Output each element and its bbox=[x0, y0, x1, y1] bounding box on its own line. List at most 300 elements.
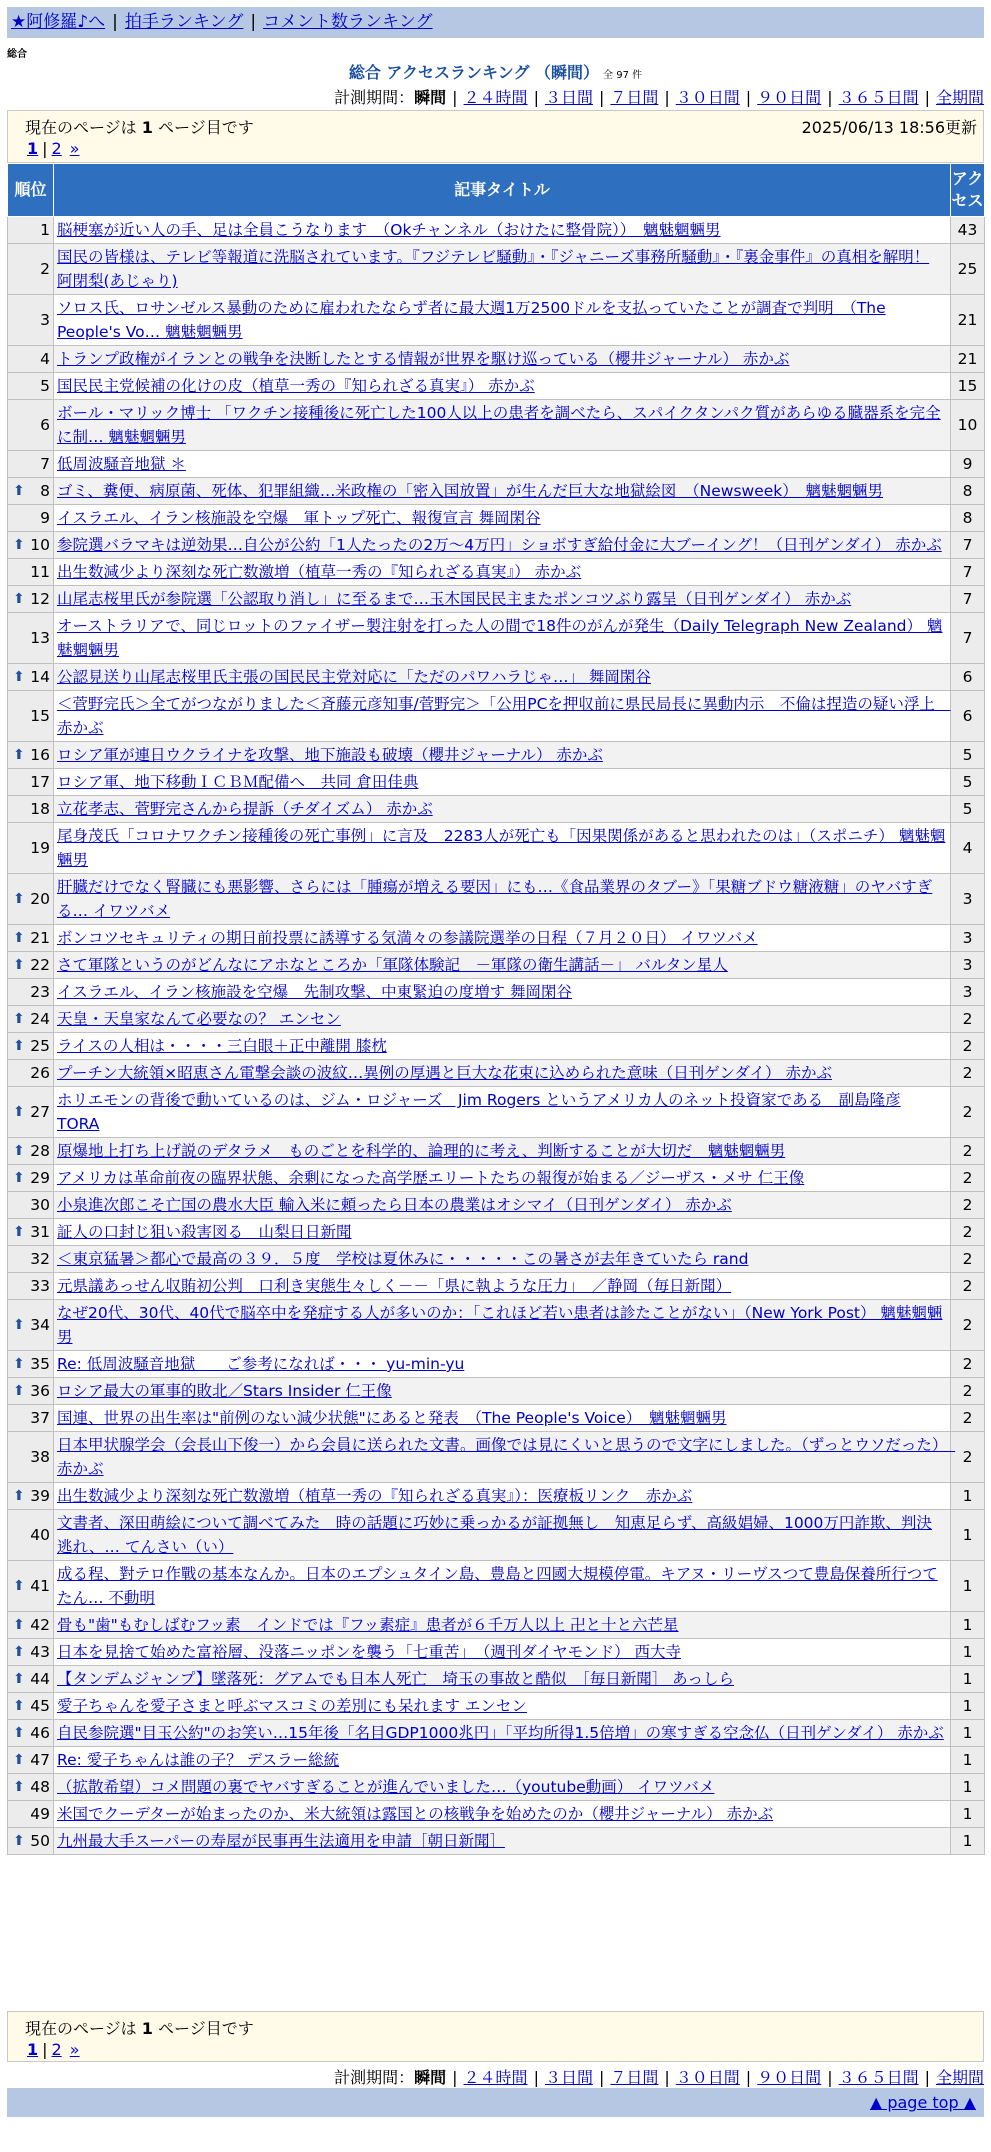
rank-number: 6 bbox=[40, 416, 50, 434]
rank-number: 5 bbox=[40, 377, 50, 395]
rank-number: 29 bbox=[30, 1169, 50, 1187]
table-row bbox=[8, 979, 985, 1006]
table-row bbox=[8, 1006, 985, 1033]
rank-number: 3 bbox=[40, 311, 50, 329]
page-link-current-bottom[interactable]: 1 bbox=[27, 2040, 39, 2059]
rank-up-arrow-icon: ⬆ bbox=[13, 1224, 25, 1240]
rank-cell bbox=[8, 505, 54, 532]
access-count: 2 bbox=[951, 1405, 985, 1432]
rank-number: 4 bbox=[40, 350, 50, 368]
table-row bbox=[8, 613, 985, 664]
rank-number: 41 bbox=[30, 1577, 50, 1595]
title-cell bbox=[54, 295, 951, 346]
table-row bbox=[8, 1639, 985, 1666]
access-count: 2 bbox=[951, 1060, 985, 1087]
article-title-link[interactable]: 国連、世界の出生率は"前例のない減少状態"にあると発表 （The People's Voice） 魑魅魍魎男 bbox=[57, 1409, 727, 1427]
table-row bbox=[8, 505, 985, 532]
title-cell bbox=[54, 400, 951, 451]
period-365d-link[interactable]: ３６５日間 bbox=[838, 88, 919, 107]
rank-number: 20 bbox=[30, 890, 50, 908]
title-cell bbox=[54, 823, 951, 874]
table-row bbox=[8, 217, 985, 244]
rank-number: 40 bbox=[30, 1526, 50, 1544]
rank-up-arrow-icon: ⬆ bbox=[13, 1170, 25, 1186]
access-count: 1 bbox=[951, 1483, 985, 1510]
table-row bbox=[8, 295, 985, 346]
article-title-link[interactable]: トランプ政権がイランとの戦争を決断したとする情報が世界を駆け巡っている（櫻井ジャーナル） 赤かぶ bbox=[57, 350, 790, 368]
rank-number: 39 bbox=[30, 1487, 50, 1505]
title-cell bbox=[54, 1720, 951, 1747]
article-title-link[interactable]: 文書者、深田萌絵について調べてみた 時の話題に巧妙に乗っかるが証拠無し 知恵足らず、高級娼婦、1000万円詐欺、判決逃れ、… てんさい（い） bbox=[57, 1514, 932, 1556]
access-count: 3 bbox=[951, 979, 985, 1006]
rank-cell bbox=[8, 1378, 54, 1405]
pager-status: 現在のページは 1 ページ目です bbox=[25, 118, 254, 137]
access-count: 43 bbox=[951, 217, 985, 244]
header-access: アクセス bbox=[951, 164, 985, 217]
rank-cell bbox=[8, 796, 54, 823]
access-count: 7 bbox=[951, 586, 985, 613]
article-title-link[interactable]: 元県議あっせん収賄初公判 口利き実態生々しく－－「県に執ような圧力」 ／静岡（毎日新聞） bbox=[57, 1277, 732, 1295]
period-all-link[interactable]: 全期間 bbox=[935, 88, 984, 107]
rank-cell bbox=[8, 400, 54, 451]
article-title-link[interactable]: 小泉進次郎こそ亡国の農水大臣 輸入米に頼ったら日本の農業はオシマイ（日刊ゲンダイ） 赤かぶ bbox=[57, 1196, 732, 1214]
rank-cell bbox=[8, 952, 54, 979]
rank-cell bbox=[8, 1219, 54, 1246]
access-count: 1 bbox=[951, 1510, 985, 1561]
article-title-link[interactable]: 天皇・天皇家なんて必要なの？ エンセン bbox=[57, 1010, 341, 1028]
rank-number: 49 bbox=[30, 1805, 50, 1823]
table-row bbox=[8, 796, 985, 823]
article-title-link[interactable]: ＜東京猛暑＞都心で最高の３９．５度 学校は夏休みに・・・・・この暑さが去年きていたら rand bbox=[57, 1250, 749, 1268]
rank-up-arrow-icon: ⬆ bbox=[13, 747, 25, 763]
rank-number: 47 bbox=[30, 1751, 50, 1769]
access-count: 8 bbox=[951, 505, 985, 532]
rank-number: 15 bbox=[30, 707, 50, 725]
rank-number: 1 bbox=[40, 221, 50, 239]
rank-cell bbox=[8, 295, 54, 346]
article-title-link[interactable]: 低周波騒音地獄 ＊ bbox=[57, 455, 186, 473]
rank-cell bbox=[8, 1300, 54, 1351]
table-row bbox=[8, 451, 985, 478]
period-30d-link-bottom[interactable]: ３０日間 bbox=[675, 2068, 740, 2087]
rank-up-arrow-icon: ⬆ bbox=[13, 1779, 25, 1795]
period-nav-top: 計測期間：瞬間 | ２４時間 | ３日間 | ７日間 | ３０日間 | ９０日間 | ３６５日間 | 全期間 bbox=[334, 88, 984, 107]
rank-number: 45 bbox=[30, 1697, 50, 1715]
access-count: 2 bbox=[951, 1246, 985, 1273]
article-title-link[interactable]: 米国でクーデターが始まったのか、米大統領は露国との核戦争を始めたのか（櫻井ジャーナル） 赤かぶ bbox=[57, 1805, 774, 1823]
access-count: 2 bbox=[951, 1006, 985, 1033]
next-page-link-bottom[interactable]: » bbox=[69, 2040, 80, 2059]
table-row bbox=[8, 1720, 985, 1747]
rank-up-arrow-icon: ⬆ bbox=[13, 1578, 25, 1594]
clap-ranking-link[interactable]: 拍手ランキング bbox=[124, 12, 244, 32]
rank-number: 24 bbox=[30, 1010, 50, 1028]
access-count: 6 bbox=[951, 691, 985, 742]
table-row bbox=[8, 1747, 985, 1774]
article-title-link[interactable]: ホリエモンの背後で動いているのは、ジム・ロジャーズ Jim Rogers というアメリカ人のネット投資家である 副島隆彦 TORA bbox=[57, 1091, 901, 1133]
access-count: 2 bbox=[951, 1165, 985, 1192]
title-cell bbox=[54, 1087, 951, 1138]
title-cell bbox=[54, 796, 951, 823]
table-row bbox=[8, 1165, 985, 1192]
rank-cell bbox=[8, 532, 54, 559]
rank-cell bbox=[8, 451, 54, 478]
title-cell bbox=[54, 1273, 951, 1300]
rank-cell bbox=[8, 1138, 54, 1165]
table-row bbox=[8, 373, 985, 400]
table-row bbox=[8, 559, 985, 586]
rank-number: 34 bbox=[30, 1316, 50, 1334]
access-count: 3 bbox=[951, 952, 985, 979]
rank-up-arrow-icon: ⬆ bbox=[13, 669, 25, 685]
article-title-link[interactable]: なぜ20代、30代、40代で脳卒中を発症する人が多いのか：「これほど若い患者は診たことがない」（New York Post） 魑魅魍魎男 bbox=[57, 1304, 943, 1346]
table-row bbox=[8, 400, 985, 451]
rank-number: 22 bbox=[30, 956, 50, 974]
article-title-link[interactable]: ソロス氏、ロサンゼルス暴動のために雇われたならず者に最大週1万2500ドルを支払っていたことが調査で判明 （The People's Vo… 魑魅魍魎男 bbox=[57, 299, 886, 341]
period-label: 計測期間： bbox=[334, 88, 415, 107]
access-count: 2 bbox=[951, 1033, 985, 1060]
access-count: 21 bbox=[951, 346, 985, 373]
pager-status-bottom: 現在のページは 1 ページ目です bbox=[25, 2019, 254, 2038]
period-24h-link[interactable]: ２４時間 bbox=[463, 88, 528, 107]
period-30d-link[interactable]: ３０日間 bbox=[675, 88, 740, 107]
article-title-link[interactable]: 肝臓だけでなく腎臓にも悪影響、さらには「腫瘍が増える要因」にも…《食品業界のタブー》「果糖ブドウ糖液糖」のヤバすぎる… イワツバメ bbox=[57, 878, 933, 920]
title-cell bbox=[54, 691, 951, 742]
table-row bbox=[8, 1033, 985, 1060]
access-count: 2 bbox=[951, 1378, 985, 1405]
article-title-link[interactable]: ロシア軍、地下移動ＩＣＢＭ配備へ 共同 倉田佳典 bbox=[57, 773, 419, 791]
page-top-link[interactable]: ▲ page top ▲ bbox=[869, 2093, 976, 2112]
table-row bbox=[8, 244, 985, 295]
article-title-link[interactable]: 原爆地上打ち上げ説のデタラメ ものごとを科学的、論理的に考え、判断することが大切だ 魑魅魍魎男 bbox=[57, 1142, 786, 1160]
rank-cell bbox=[8, 1351, 54, 1378]
access-count: 1 bbox=[951, 1639, 985, 1666]
access-count: 2 bbox=[951, 1087, 985, 1138]
article-title-link[interactable]: ライスの人相は・・・・三白眼＋正中離開 膝枕 bbox=[57, 1037, 387, 1055]
rank-cell bbox=[8, 1510, 54, 1561]
access-count: 1 bbox=[951, 1774, 985, 1801]
access-count: 25 bbox=[951, 244, 985, 295]
article-title-link[interactable]: ボール・マリック博士 「ワクチン接種後に死亡した100人以上の患者を調べたら、スパイクタンパク質があらゆる臓器系を完全に制… 魑魅魍魎男 bbox=[57, 404, 941, 446]
rank-cell bbox=[8, 1666, 54, 1693]
table-row bbox=[8, 1351, 985, 1378]
article-title-link[interactable]: （拡散希望）コメ問題の裏でヤバすぎることが進んでいました…（youtube動画） イワツバメ bbox=[57, 1778, 715, 1796]
access-count: 9 bbox=[951, 451, 985, 478]
title-cell bbox=[54, 742, 951, 769]
table-row bbox=[8, 823, 985, 874]
access-count: 15 bbox=[951, 373, 985, 400]
rank-number: 14 bbox=[30, 668, 50, 686]
title-cell bbox=[54, 1405, 951, 1432]
rank-cell bbox=[8, 769, 54, 796]
rank-cell bbox=[8, 1639, 54, 1666]
rank-number: 43 bbox=[30, 1643, 50, 1661]
rank-number: 44 bbox=[30, 1670, 50, 1688]
title-cell bbox=[54, 373, 951, 400]
rank-cell bbox=[8, 373, 54, 400]
rank-cell bbox=[8, 1405, 54, 1432]
article-title-link[interactable]: 日本甲状腺学会（会長山下俊一）から会員に送られた文書。画像では見にくいと思うので文字にしました。（ずっとウソだった） 赤かぶ bbox=[57, 1436, 956, 1478]
title-cell bbox=[54, 1378, 951, 1405]
article-title-link[interactable]: ＜菅野完氏＞全てがつながりました＜斉藤元彦知事/菅野完＞「公用PCを押収前に県民局長に異動内示 不倫は捏造の疑い浮上 赤かぶ bbox=[57, 695, 951, 737]
title-cell bbox=[54, 1774, 951, 1801]
title-cell bbox=[54, 1828, 951, 1855]
title-cell bbox=[54, 1246, 951, 1273]
article-title-link[interactable]: ボンコツセキュリティの期日前投票に誘導する気満々の参議院選挙の日程（７月２０日） イワツバメ bbox=[57, 929, 758, 947]
period-3d-link-bottom[interactable]: ３日間 bbox=[544, 2068, 593, 2087]
title-cell bbox=[54, 925, 951, 952]
article-title-link[interactable]: 愛子ちゃんを愛子さまと呼ぶマスコミの差別にも呆れます エンセン bbox=[57, 1697, 527, 1715]
period-7d-link-bottom[interactable]: ７日間 bbox=[610, 2068, 659, 2087]
article-title-link[interactable]: 自民参院選"目玉公約"のお笑い…15年後「名目GDP1000兆円」「平均所得1.5倍増」の寒すぎる空念仏（日刊ゲンダイ） 赤かぶ bbox=[57, 1724, 944, 1742]
rank-cell bbox=[8, 1246, 54, 1273]
comment-ranking-link[interactable]: コメント数ランキング bbox=[263, 12, 433, 32]
article-title-link[interactable]: イスラエル、イラン核施設を空爆 軍トップ死亡、報復宣言 舞岡閑谷 bbox=[57, 509, 541, 527]
rank-up-arrow-icon: ⬆ bbox=[13, 930, 25, 946]
title-cell bbox=[54, 874, 951, 925]
access-count: 5 bbox=[951, 769, 985, 796]
title-cell bbox=[54, 478, 951, 505]
rank-up-arrow-icon: ⬆ bbox=[13, 1143, 25, 1159]
rank-up-arrow-icon: ⬆ bbox=[13, 1617, 25, 1633]
rank-cell bbox=[8, 217, 54, 244]
access-count: 2 bbox=[951, 1273, 985, 1300]
rank-up-arrow-icon: ⬆ bbox=[13, 1104, 25, 1120]
rank-cell bbox=[8, 478, 54, 505]
article-title-link[interactable]: 山尾志桜里氏が参院選「公認取り消し」に至るまで…玉木国民民主またポンコツぶり露呈（日刊ゲンダイ） 赤かぶ bbox=[57, 590, 852, 608]
table-row bbox=[8, 586, 985, 613]
title-cell bbox=[54, 952, 951, 979]
table-row bbox=[8, 1666, 985, 1693]
title-cell bbox=[54, 586, 951, 613]
rank-number: 46 bbox=[30, 1724, 50, 1742]
article-title-link[interactable]: Re: 愛子ちゃんは誰の子？ デスラー総統 bbox=[57, 1751, 340, 1769]
title-cell bbox=[54, 664, 951, 691]
rank-cell bbox=[8, 1720, 54, 1747]
article-title-link[interactable]: 脳梗塞が近い人の手、足は全員こうなります （Okチャンネル（おけたに整骨院）） 魑魅魍魎男 bbox=[57, 221, 721, 239]
rank-cell bbox=[8, 1828, 54, 1855]
header-rank: 順位 bbox=[8, 164, 54, 217]
rank-number: 37 bbox=[30, 1409, 50, 1427]
page-title bbox=[0, 60, 991, 83]
rank-cell bbox=[8, 1432, 54, 1483]
title-cell bbox=[54, 1666, 951, 1693]
article-title-link[interactable]: 証人の口封じ狙い殺害図る 山梨日日新聞 bbox=[57, 1223, 352, 1241]
article-title-link[interactable]: 成る程、對テロ作戰の基本なんか。日本のエプシュタイン島、豊島と四國大規模停電。キアヌ・リーヴスつて豊島保養所行つてたん… 不動明 bbox=[57, 1565, 938, 1607]
article-title-link[interactable]: Re: 低周波騒音地獄 ご参考になれば・・・ yu-min-yu bbox=[57, 1355, 465, 1373]
article-title-link[interactable]: 立花孝志、菅野完さんから提訴（チダイズム） 赤かぶ bbox=[57, 800, 433, 818]
access-count: 2 bbox=[951, 1192, 985, 1219]
article-title-link[interactable]: ゴミ、糞便、病原菌、死体、犯罪組織…米政権の「密入国放置」が生んだ巨大な地獄絵図 （Newsweek） 魑魅魍魎男 bbox=[57, 482, 883, 500]
access-count: 1 bbox=[951, 1747, 985, 1774]
period-24h-link-bottom[interactable]: ２４時間 bbox=[463, 2068, 528, 2087]
title-cell bbox=[54, 1219, 951, 1246]
table-row bbox=[8, 1612, 985, 1639]
access-count: 2 bbox=[951, 1351, 985, 1378]
rank-cell bbox=[8, 1087, 54, 1138]
table-row bbox=[8, 346, 985, 373]
article-title-link[interactable]: 骨も"歯"もむしばむフッ素 インドでは『フッ素症』患者が６千万人以上 卍と十と六芒星 bbox=[57, 1616, 679, 1634]
rank-cell bbox=[8, 1192, 54, 1219]
rank-up-arrow-icon: ⬆ bbox=[13, 1752, 25, 1768]
rank-cell bbox=[8, 874, 54, 925]
rank-up-arrow-icon: ⬆ bbox=[13, 483, 25, 499]
access-count: 2 bbox=[951, 1138, 985, 1165]
page-link-2-bottom[interactable]: 2 bbox=[51, 2040, 62, 2059]
title-cell bbox=[54, 1747, 951, 1774]
table-row bbox=[8, 1060, 985, 1087]
article-title-link[interactable]: 出生数減少より深刻な死亡数激増（植草一秀の『知られざる真実』） 赤かぶ bbox=[57, 563, 582, 581]
table-row bbox=[8, 478, 985, 505]
table-header-row bbox=[8, 164, 985, 217]
footer-bar bbox=[7, 2088, 984, 2117]
title-cell bbox=[54, 1060, 951, 1087]
title-cell bbox=[54, 1483, 951, 1510]
rank-cell bbox=[8, 1006, 54, 1033]
rank-number: 11 bbox=[30, 563, 50, 581]
title-cell bbox=[54, 1351, 951, 1378]
table-row bbox=[8, 769, 985, 796]
rank-cell bbox=[8, 559, 54, 586]
access-count: 1 bbox=[951, 1828, 985, 1855]
article-title-link[interactable]: オーストラリアで、同じロットのファイザー製注射を打った人の間で18件のがんが発生（Daily Telegraph New Zealand） 魑魅魍魎男 bbox=[57, 617, 943, 659]
rank-up-arrow-icon: ⬆ bbox=[13, 1317, 25, 1333]
rank-number: 32 bbox=[30, 1250, 50, 1268]
page-link-2[interactable]: 2 bbox=[51, 139, 62, 158]
table-row bbox=[8, 1246, 985, 1273]
rank-number: 12 bbox=[30, 590, 50, 608]
rank-up-arrow-icon: ⬆ bbox=[13, 591, 25, 607]
title-cell bbox=[54, 346, 951, 373]
rank-number: 7 bbox=[40, 455, 50, 473]
rank-cell bbox=[8, 1561, 54, 1612]
article-title-link[interactable]: 尾身茂氏「コロナワクチン接種後の死亡事例」に言及 2283人が死亡も「因果関係があると思われたのは」（スポニチ） 魑魅魍魎男 bbox=[57, 827, 946, 869]
article-title-link[interactable]: プーチン大統領×昭恵さん電撃会談の波紋…異例の厚遇と巨大な花束に込められた意味（日刊ゲンダイ） 赤かぶ bbox=[57, 1064, 832, 1082]
access-count: 1 bbox=[951, 1720, 985, 1747]
rank-number: 23 bbox=[30, 983, 50, 1001]
title-cell bbox=[54, 1300, 951, 1351]
article-title-link[interactable]: 国民の皆様は、テレビ等報道に洗脳されています。『フジテレビ騒動』・『ジャニーズ事務所騒動』・『裏金事件』の真相を解明！ 阿閉梨(あじゃり) bbox=[57, 248, 930, 290]
rank-number: 27 bbox=[30, 1103, 50, 1121]
article-title-link[interactable]: 日本を見捨て始めた富裕層、没落ニッポンを襲う「七重苦」 （週刊ダイヤモンド） 西大寺 bbox=[57, 1643, 682, 1661]
table-row bbox=[8, 1828, 985, 1855]
title-cell bbox=[54, 769, 951, 796]
article-title-link[interactable]: 国民民主党候補の化けの皮（植草一秀の『知られざる真実』） 赤かぶ bbox=[57, 377, 535, 395]
article-title-link[interactable]: ロシア最大の軍事的敗北／Stars Insider 仁王像 bbox=[57, 1382, 392, 1400]
title-cell bbox=[54, 1033, 951, 1060]
rank-cell bbox=[8, 925, 54, 952]
rank-cell bbox=[8, 1801, 54, 1828]
article-title-link[interactable]: ロシア軍が連日ウクライナを攻撃、地下施設も破壊（櫻井ジャーナル） 赤かぶ bbox=[57, 746, 603, 764]
pager-box-bottom bbox=[7, 2011, 984, 2062]
access-count: 5 bbox=[951, 742, 985, 769]
rank-cell bbox=[8, 979, 54, 1006]
article-title-link[interactable]: さて軍隊というのがどんなにアホなところか「軍隊体験記 －軍隊の衛生講話－」 バルタン星人 bbox=[57, 956, 728, 974]
access-count: 7 bbox=[951, 532, 985, 559]
rank-number: 38 bbox=[30, 1448, 50, 1466]
rank-number: 50 bbox=[30, 1832, 50, 1850]
access-count: 1 bbox=[951, 1666, 985, 1693]
table-row bbox=[8, 532, 985, 559]
home-link[interactable]: ★阿修羅♪へ bbox=[11, 12, 106, 32]
article-title-link[interactable]: 公認見送り山尾志桜里氏主張の国民民主党対応に「ただのパワハラじゃ…」 舞岡閑谷 bbox=[57, 668, 651, 686]
nav-separator: | bbox=[250, 12, 257, 32]
page-link-current[interactable]: 1 bbox=[27, 139, 39, 158]
article-title-link[interactable]: 参院選バラマキは逆効果…自公が公約「1人たったの2万～4万円」ショボすぎ給付金に大ブーイング！（日刊ゲンダイ） 赤かぶ bbox=[57, 536, 942, 554]
rank-up-arrow-icon: ⬆ bbox=[13, 957, 25, 973]
rank-cell bbox=[8, 1165, 54, 1192]
rank-number: 17 bbox=[30, 773, 50, 791]
pagination: 1 | 2 » bbox=[27, 139, 80, 158]
period-365d-link-bottom[interactable]: ３６５日間 bbox=[838, 2068, 919, 2087]
access-count: 1 bbox=[951, 1561, 985, 1612]
rank-cell bbox=[8, 742, 54, 769]
title-cell bbox=[54, 1561, 951, 1612]
access-count: 4 bbox=[951, 823, 985, 874]
rank-cell bbox=[8, 1033, 54, 1060]
access-count: 1 bbox=[951, 1612, 985, 1639]
access-count: 3 bbox=[951, 925, 985, 952]
article-title-link[interactable]: 出生数減少より深刻な死亡数激増（植草一秀の『知られざる真実』）：医療板リンク 赤かぶ bbox=[57, 1487, 693, 1505]
rank-cell bbox=[8, 664, 54, 691]
article-title-link[interactable]: 九州最大手スーパーの寿屋が民事再生法適用を申請［朝日新聞］ bbox=[57, 1832, 505, 1850]
article-title-link[interactable]: イスラエル、イラン核施設を空爆 先制攻撃、中東緊迫の度増す 舞岡閑谷 bbox=[57, 983, 573, 1001]
access-count: 2 bbox=[951, 1219, 985, 1246]
title-cell bbox=[54, 613, 951, 664]
rank-cell bbox=[8, 244, 54, 295]
rank-number: 9 bbox=[40, 509, 50, 527]
updated-timestamp: 2025/06/13 18:56更新 bbox=[801, 118, 977, 137]
title-cell bbox=[54, 979, 951, 1006]
period-3d-link[interactable]: ３日間 bbox=[544, 88, 593, 107]
rank-number: 8 bbox=[40, 482, 50, 500]
title-cell bbox=[54, 1693, 951, 1720]
table-row bbox=[8, 742, 985, 769]
table-row bbox=[8, 1483, 985, 1510]
table-row bbox=[8, 952, 985, 979]
table-row bbox=[8, 1273, 985, 1300]
pager-box-top bbox=[7, 110, 984, 163]
nav-separator: | bbox=[112, 12, 118, 32]
period-nav-bottom: 計測期間：瞬間 | ２４時間 | ３日間 | ７日間 | ３０日間 | ９０日間 | ３６５日間 | 全期間 bbox=[334, 2068, 984, 2087]
total-count: 全 97 件 bbox=[603, 70, 643, 81]
article-title-link[interactable]: アメリカは革命前夜の臨界状態、余剰になった高学歴エリートたちの報復が始まる／ジーザス・メサ 仁王像 bbox=[57, 1169, 805, 1187]
article-title-link[interactable]: 【タンデムジャンプ】墜落死：グアムでも日本人死亡 埼玉の事故と酷似 ［毎日新聞］ あっしら bbox=[57, 1670, 735, 1688]
table-row bbox=[8, 691, 985, 742]
rank-number: 30 bbox=[30, 1196, 50, 1214]
rank-cell bbox=[8, 586, 54, 613]
rank-up-arrow-icon: ⬆ bbox=[13, 1833, 25, 1849]
rank-number: 35 bbox=[30, 1355, 50, 1373]
table-row bbox=[8, 1774, 985, 1801]
title-cell bbox=[54, 1432, 956, 1483]
table-row bbox=[8, 1801, 985, 1828]
rank-cell bbox=[8, 1774, 54, 1801]
rank-up-arrow-icon: ⬆ bbox=[13, 537, 25, 553]
period-90d-link[interactable]: ９０日間 bbox=[757, 88, 822, 107]
period-7d-link[interactable]: ７日間 bbox=[610, 88, 659, 107]
rank-cell bbox=[8, 691, 54, 742]
rank-number: 13 bbox=[30, 629, 50, 647]
period-90d-link-bottom[interactable]: ９０日間 bbox=[757, 2068, 822, 2087]
period-all-link-bottom[interactable]: 全期間 bbox=[935, 2068, 984, 2087]
rank-cell bbox=[8, 1747, 54, 1774]
title-cell bbox=[54, 1006, 951, 1033]
next-page-link[interactable]: » bbox=[69, 139, 80, 158]
access-count: 10 bbox=[951, 400, 985, 451]
table-row bbox=[8, 1405, 985, 1432]
access-count: 2 bbox=[951, 1300, 985, 1351]
